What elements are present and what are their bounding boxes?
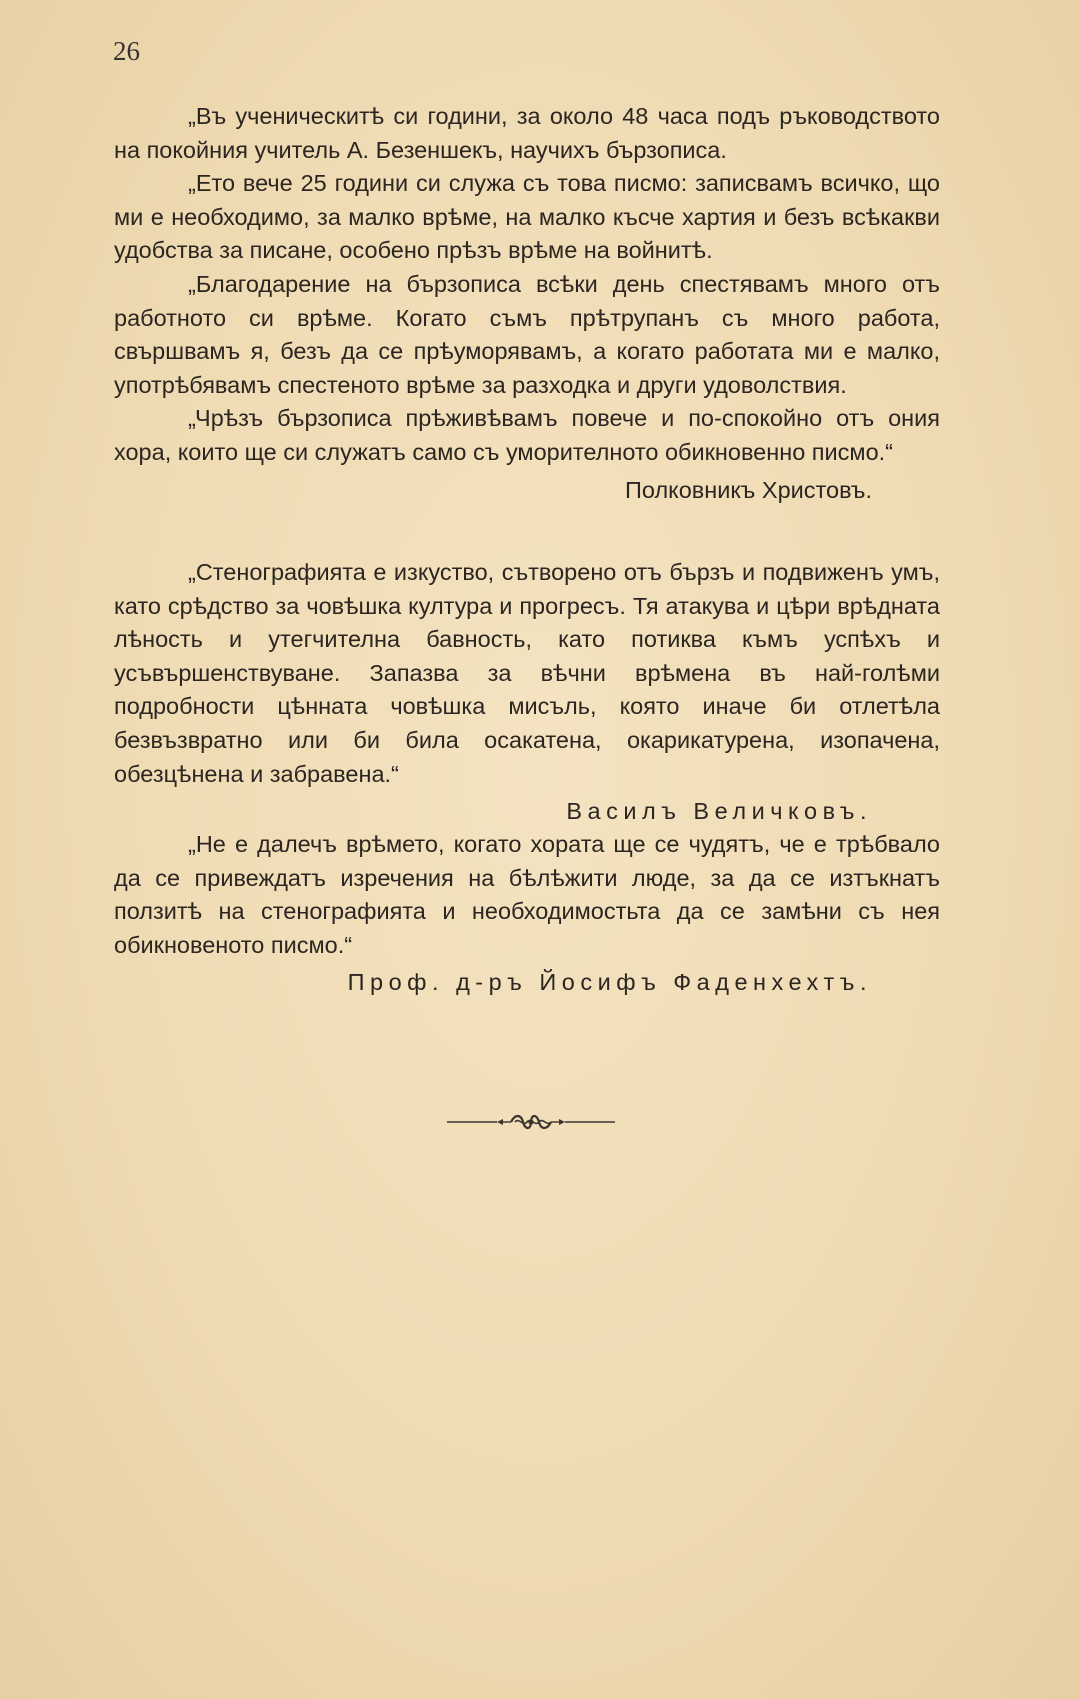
fleuron-divider-icon: [445, 1108, 617, 1136]
signature-fadenheht: Проф. д-ръ Йосифъ Фаденхехтъ.: [347, 969, 872, 996]
signature-velichkov: Василъ Величковъ.: [566, 798, 872, 825]
paragraph: „Ето вече 25 години си служа съ това писмо: записвамъ всичко, що ми е необходимо, за малко врѣме, на малко късче хартия и безъ всѣкакви удобства за писане, особено прѣзъ врѣме на войнитѣ.: [114, 170, 940, 264]
paragraph: „Стенографията е изкуство, сътворено отъ бързъ и подвиженъ умъ, като срѣдство за човѣшка култура и прогресъ. Тя атакува и цѣри врѣдната лѣность и утегчителна бавность, като потиква къмъ успѣхъ и усъвършенствуване. Запазва за вѣчни врѣмена въ най-голѣми подробности цѣнната човѣшка мисъль, която иначе би отлетѣла безвъзвратно или би била осакатена, окарикатурена, изопачена, обезцѣнена и забравена.“: [114, 559, 940, 787]
paragraph: „Въ ученическитѣ си години, за около 48 часа подъ ръководството на покойния учитель А. Безеншекъ, научихъ бързописа.: [114, 103, 940, 163]
quote-section-1: [114, 100, 940, 507]
paragraph: „Чрѣзъ бързописа прѣживѣвамъ повече и по-спокойно отъ ония хора, които ще си служатъ само съ уморителното обикновенно писмо.“: [114, 405, 940, 465]
paragraph: „Благодарение на бързописа всѣки день спестявамъ много отъ работното си врѣме. Когато съмъ прѣтрупанъ съ много работа, свършвамъ я, безъ да се прѣуморявамъ, а когато работата ми е малко, употрѣбявамъ спестеното врѣме за разходка и други удоволствия.: [114, 270, 940, 398]
paragraph: „Не е далечъ врѣмето, когато хората ще се чудятъ, че е трѣбвало да се привеждатъ изречения на бѣлѣжити люде, за да се изтъкнатъ ползитѣ на стенографията и необходимостьта да се замѣни съ нея обикновеното писмо.“: [114, 831, 940, 958]
signature-hristov: Полковникъ Христовъ.: [625, 476, 872, 503]
quote-section-3: [114, 828, 940, 1000]
quote-section-2: [114, 556, 940, 829]
page-number: 26: [113, 36, 140, 66]
